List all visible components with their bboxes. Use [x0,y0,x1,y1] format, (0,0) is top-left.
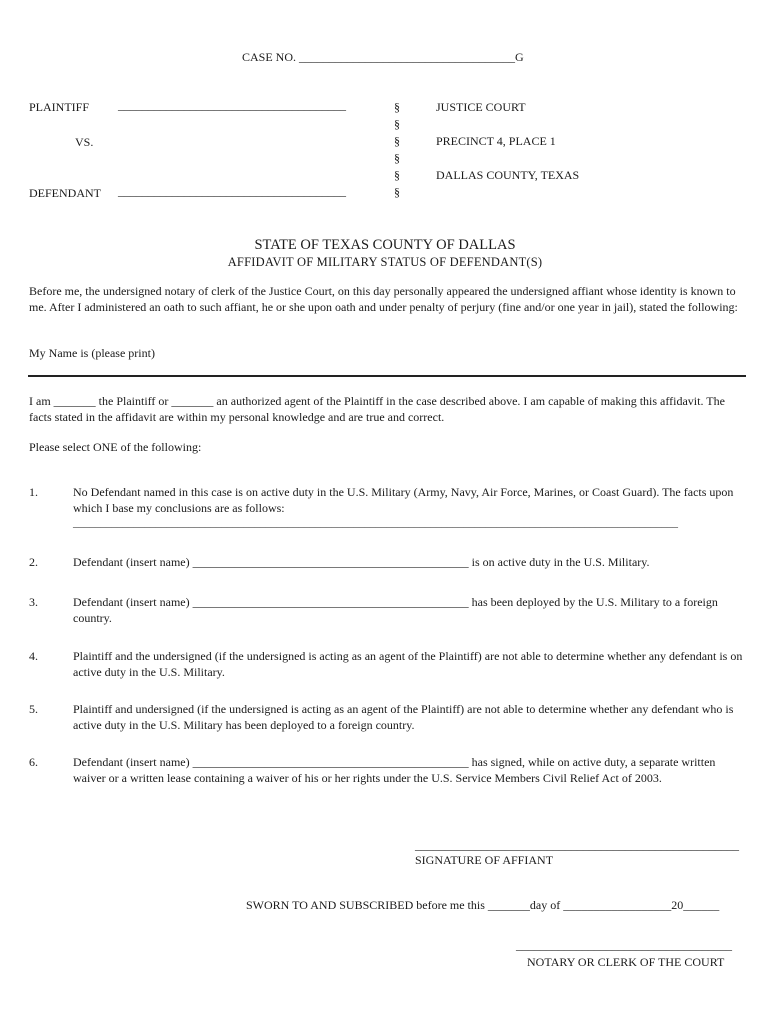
versus-label: VS. [75,135,94,149]
name-prompt: My Name is (please print) [29,346,155,360]
document-subtitle: AFFIDAVIT OF MILITARY STATUS OF DEFENDANT(S) [227,255,543,269]
option-text: Defendant (insert name) ______________________________________________ is on active duty in the U.S. Military. [73,555,650,569]
name-line [28,375,746,377]
court-name: JUSTICE COURT [436,100,526,114]
option-text: Defendant (insert name) ______________________________________________ has signed, while on active duty, a separate written waiver or a written lease containing a waiver of his or her rights under the U.S. Service Members Civil Relief Act of 2003. [73,755,716,785]
option-text: No Defendant named in this case is on active duty in the U.S. Military (Army, Navy, Air Force, Marines, or Coast Guard). The facts upon which I base my conclusions are as follows: [73,485,734,515]
facts-line: ______________________________________________________________________________________________________________ [73,517,678,529]
section-mark: § [394,151,400,165]
section-mark: § [394,100,400,114]
plaintiff-label: PLAINTIFF [29,100,90,114]
capacity-paragraph: I am _______ the Plaintiff or _______ an authorized agent of the Plaintiff in the case described above. I am capable of making this affidavit. The facts stated in the affidavit are within my personal knowledge and are true and correct. [29,394,725,424]
signature-line: ______________________________________________________ [415,838,739,852]
option-text: Plaintiff and the undersigned (if the undersigned is acting as an agent of the Plaintiff) are not able to determine whether any defendant is on active duty in the U.S. Military. [73,649,743,679]
section-mark: § [394,168,400,182]
court-precinct: PRECINCT 4, PLACE 1 [436,134,556,148]
defendant-line: ______________________________________ [118,184,346,198]
notary-label: NOTARY OR CLERK OF THE COURT [527,955,725,969]
notary-line: ____________________________________ [516,938,732,952]
option-number: 2. [29,555,38,569]
document-title: STATE OF TEXAS COUNTY OF DALLAS [254,237,516,253]
option-text: Plaintiff and undersigned (if the undersigned is acting as an agent of the Plaintiff) are not able to determine whether any defendant who is active duty in the U.S. Military has been deployed to a foreign country. [73,702,734,732]
select-prompt: Please select ONE of the following: [29,440,202,454]
section-mark: § [394,185,400,199]
signature-label: SIGNATURE OF AFFIANT [415,853,554,867]
court-county: DALLAS COUNTY, TEXAS [436,168,580,182]
option-text: Defendant (insert name) ______________________________________________ has been deployed by the U.S. Military to a foreign country. [73,595,718,625]
option-number: 3. [29,595,38,609]
intro-paragraph: Before me, the undersigned notary of clerk of the Justice Court, on this day personally appeared the undersigned affiant whose identity is known to me. After I administered an oath to such affiant, he or she upon oath and under penalty of perjury (fine and/or one year in jail), stated the following: [29,284,738,314]
case-number: CASE NO. ____________________________________G [242,50,524,64]
sworn-statement: SWORN TO AND SUBSCRIBED before me this _______day of __________________20______ [246,898,720,912]
section-mark: § [394,134,400,148]
section-mark: § [394,117,400,131]
plaintiff-line: ______________________________________ [118,98,346,112]
option-number: 6. [29,755,38,769]
defendant-label: DEFENDANT [29,186,101,200]
option-number: 1. [29,485,38,499]
option-number: 4. [29,649,38,663]
option-number: 5. [29,702,38,716]
